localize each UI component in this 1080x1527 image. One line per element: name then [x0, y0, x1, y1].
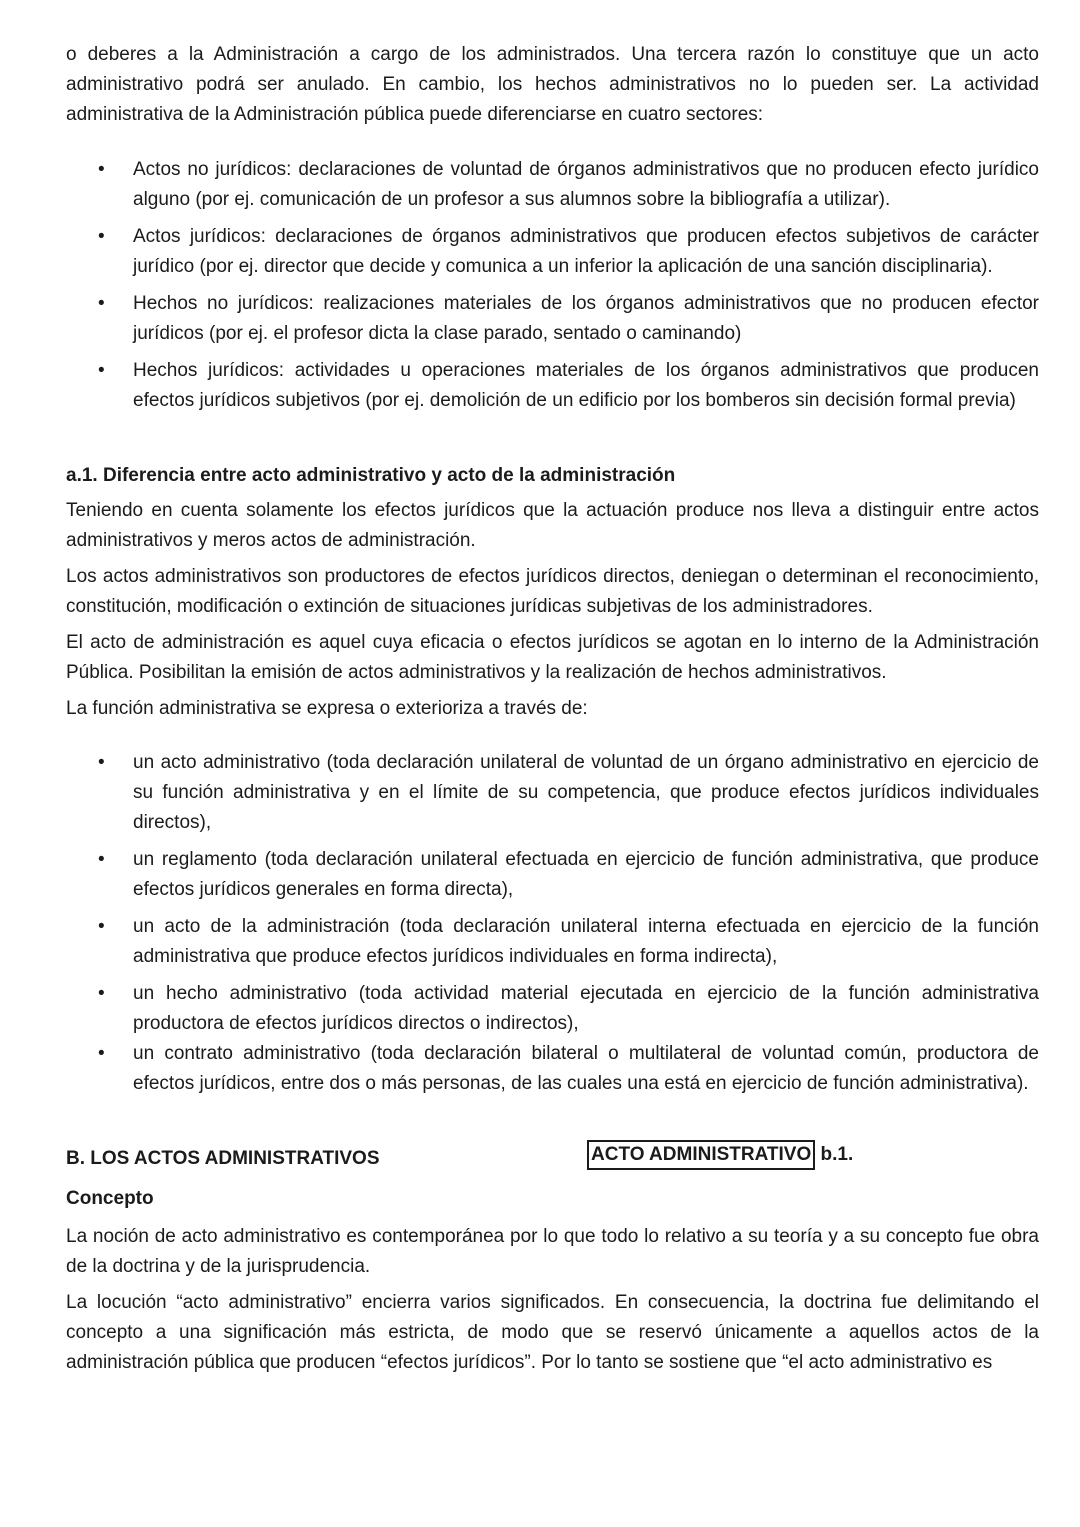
- bullet: •: [98, 360, 105, 381]
- bullet: •: [98, 226, 105, 247]
- sectors-list: [66, 155, 1039, 416]
- section-a1-paragraph: La función administrativa se expresa o exterioriza a través de:: [66, 698, 588, 719]
- list-item: [66, 1039, 1039, 1099]
- list-item-text: un contrato administrativo (toda declaración bilateral o multilateral de voluntad común, productora de efectos jurídicos, entre dos o más personas, de las cuales una está en ejercicio de función administrativa).: [133, 1043, 1039, 1094]
- list-item: [66, 222, 1039, 282]
- list-item: [66, 289, 1039, 349]
- concepto-heading: Concepto: [66, 1188, 154, 1209]
- bullet: •: [98, 916, 105, 937]
- boxed-label: ACTO ADMINISTRATIVO: [587, 1140, 815, 1170]
- bullet: •: [98, 1043, 105, 1064]
- section-b-label: [587, 1140, 853, 1170]
- list-item-text: Actos jurídicos: declaraciones de órganos administrativos que producen efectos subjetivos de carácter jurídico (por ej. director que decide y comunica a un inferior la aplicación de una sanción disciplinaria).: [133, 226, 1039, 277]
- section-a1-paragraph: El acto de administración es aquel cuya eficacia o efectos jurídicos se agotan en lo interno de la Administración Pública. Posibilitan la emisión de actos administrativos y la realización de hechos administrativos.: [66, 632, 1039, 683]
- section-b-paragraph: La noción de acto administrativo es contemporánea por lo que todo lo relativo a su teoría y a su concepto fue obra de la doctrina y de la jurisprudencia.: [66, 1226, 1039, 1277]
- section-b-paragraph: La locución “acto administrativo” encierra varios significados. En consecuencia, la doctrina fue delimitando el concepto a una significación más estricta, de modo que se reservó únicamente a aquellos actos de la administración pública que producen “efectos jurídicos”. Por lo tanto se sostiene que “el acto administrativo es: [66, 1292, 1039, 1373]
- bullet: •: [98, 159, 105, 180]
- list-item: [66, 979, 1039, 1039]
- list-item: [66, 748, 1039, 838]
- forms-list: [66, 748, 1039, 1099]
- section-a1-paragraph: Los actos administrativos son productores de efectos jurídicos directos, deniegan o determinan el reconocimiento, constitución, modificación o extinción de situaciones jurídicas subjetivas de los administradores.: [66, 566, 1039, 617]
- list-item-text: Hechos no jurídicos: realizaciones materiales de los órganos administrativos que no producen efector jurídicos (por ej. el profesor dicta la clase parado, sentado o caminando): [133, 293, 1039, 344]
- bullet: •: [98, 752, 105, 773]
- section-a1-heading: a.1. Diferencia entre acto administrativo y acto de la administración: [66, 465, 676, 486]
- list-item-text: un acto administrativo (toda declaración unilateral de voluntad de un órgano administrativo en ejercicio de su función administrativa y en el límite de su competencia, que produce efectos jurídicos individuales directos),: [133, 752, 1039, 833]
- bullet: •: [98, 849, 105, 870]
- list-item-text: Actos no jurídicos: declaraciones de voluntad de órganos administrativos que no producen efecto jurídico alguno (por ej. comunicación de un profesor a sus alumnos sobre la bibliografía a utilizar).: [133, 159, 1039, 210]
- section-b-heading: B. LOS ACTOS ADMINISTRATIVOS: [66, 1148, 380, 1169]
- list-item: [66, 912, 1039, 972]
- list-item-text: Hechos jurídicos: actividades u operaciones materiales de los órganos administrativos que producen efectos jurídicos subjetivos (por ej. demolición de un edificio por los bomberos sin decisión formal previa): [133, 360, 1039, 411]
- bullet: •: [98, 983, 105, 1004]
- bullet: •: [98, 293, 105, 314]
- sub-number: b.1.: [820, 1144, 854, 1165]
- list-item: [66, 155, 1039, 215]
- intro-paragraph: o deberes a la Administración a cargo de los administrados. Una tercera razón lo constituye que un acto administrativo podrá ser anulado. En cambio, los hechos administrativos no lo pueden ser. La actividad administrativa de la Administración pública puede diferenciarse en cuatro sectores:: [66, 44, 1039, 125]
- section-a1-paragraph: Teniendo en cuenta solamente los efectos jurídicos que la actuación produce nos lleva a distinguir entre actos administrativos y meros actos de administración.: [66, 500, 1039, 551]
- document-page: [66, 40, 1039, 1384]
- list-item: [66, 356, 1039, 416]
- list-item-text: un reglamento (toda declaración unilateral efectuada en ejercicio de función administrativa, que produce efectos jurídicos generales en forma directa),: [133, 849, 1039, 900]
- list-item: [66, 845, 1039, 905]
- list-item-text: un hecho administrativo (toda actividad material ejecutada en ejercicio de la función administrativa productora de efectos jurídicos directos o indirectos),: [133, 983, 1039, 1034]
- list-item-text: un acto de la administración (toda declaración unilateral interna efectuada en ejercicio de la función administrativa que produce efectos jurídicos individuales en forma indirecta),: [133, 916, 1039, 967]
- section-b-heading-row: [66, 1144, 1039, 1174]
